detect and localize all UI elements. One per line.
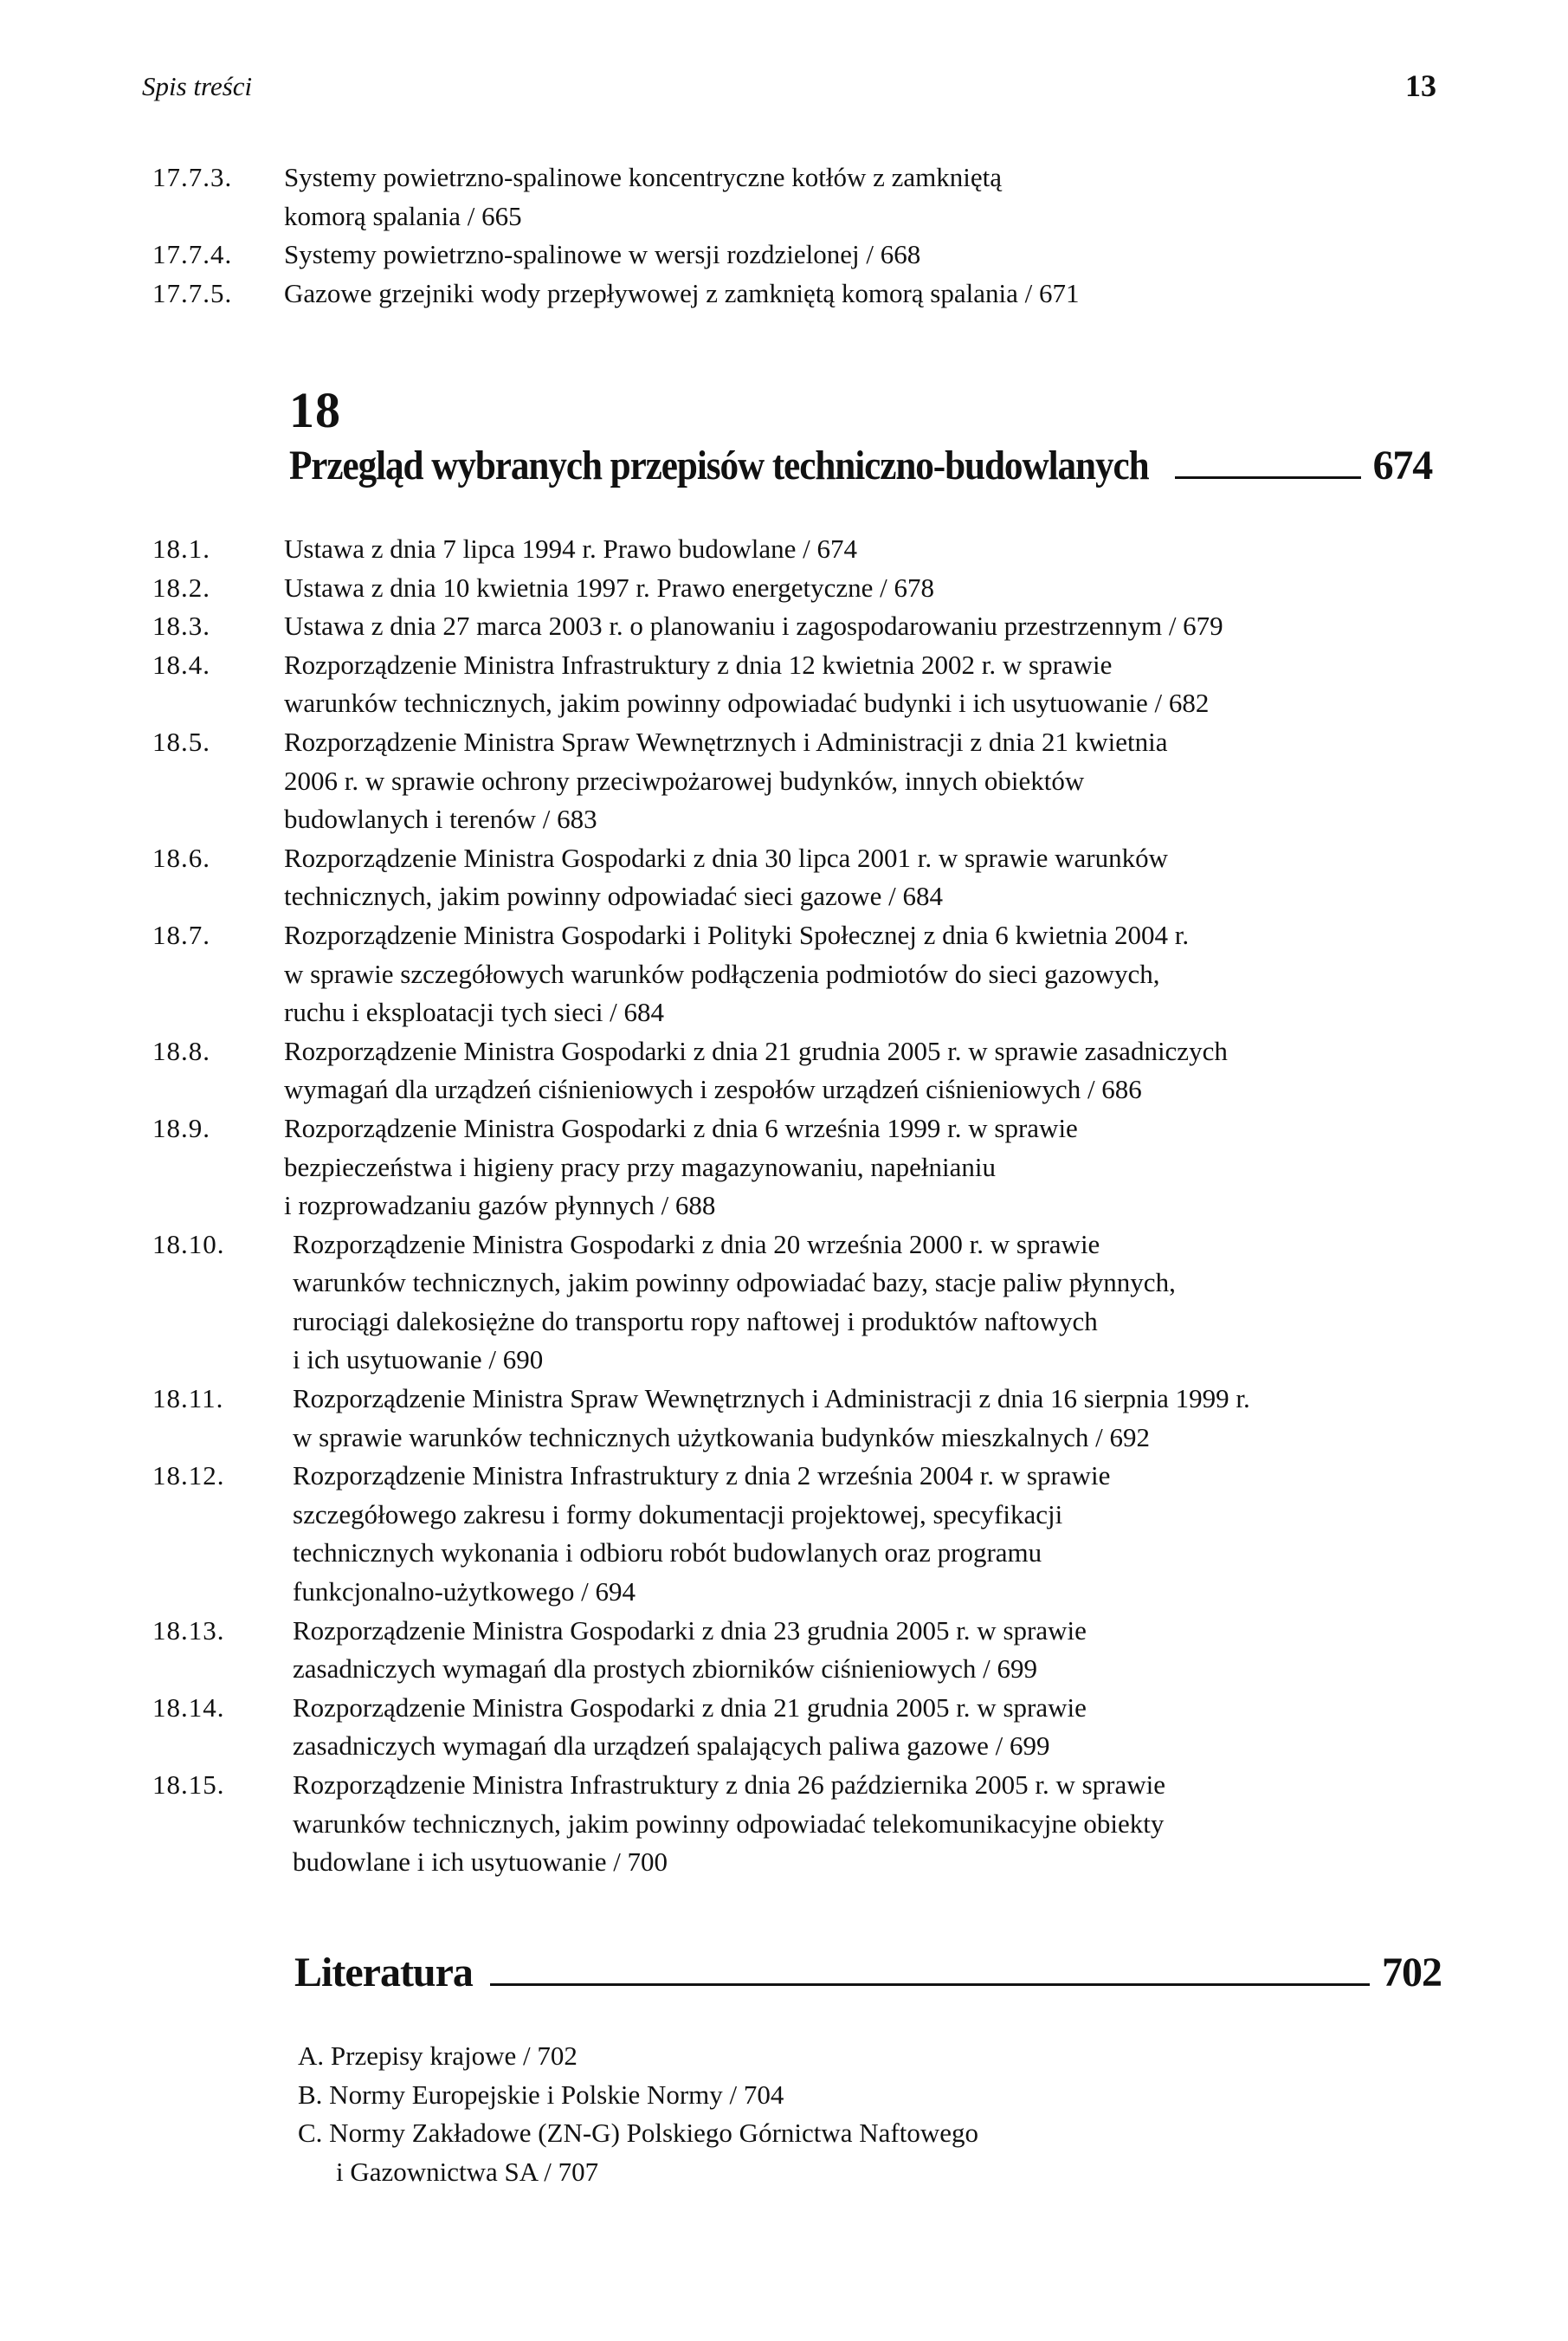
literature-item: A. Przepisy krajowe / 702 [298,2040,578,2071]
running-header-section: Spis treści [142,71,253,101]
entry-line: funkcjonalno-użytkowego / 694 [293,1576,636,1607]
toc-entry [152,1032,1442,1109]
toc-section-17 [152,158,1442,313]
entry-line: warunków technicznych, jakim powinny odpowiadać telekomunikacyjne obiekty [293,1807,1165,1839]
entry-line: 2006 r. w sprawie ochrony przeciwpożarowej budynków, innych obiektów [284,765,1085,796]
toc-entry [152,1225,1442,1380]
entry-line: Ustawa z dnia 27 marca 2003 r. o planowaniu i zagospodarowaniu przestrzennym / 679 [284,611,1223,642]
entry-line: zasadniczych wymagań dla urządzeń spalających paliwa gazowe / 699 [293,1730,1050,1762]
entry-number: 18.6. [152,842,210,873]
entry-line: i rozprowadzaniu gazów płynnych / 688 [284,1190,716,1221]
page-number: 13 [1405,68,1436,103]
toc-entry [152,569,1442,608]
toc-entry [152,158,1442,236]
entry-line: ruchu i eksploatacji tych sieci / 684 [284,997,665,1028]
entry-line: Rozporządzenie Ministra Gospodarki z dnia 21 grudnia 2005 r. w sprawie zasadniczych [284,1035,1228,1066]
toc-entry [152,1109,1442,1225]
leader-line [1175,476,1361,479]
entry-line: technicznych wykonania i odbioru robót budowlanych oraz programu [293,1537,1042,1568]
entry-line: Rozporządzenie Ministra Gospodarki z dnia 20 września 2000 r. w sprawie [293,1228,1100,1259]
toc-entry [152,607,1442,646]
entry-number: 18.9. [152,1112,210,1143]
chapter-title: Przegląd wybranych przepisów techniczno-budowlanych [289,443,1149,488]
entry-number: 18.1. [152,534,210,564]
literature-heading [294,1949,1442,1996]
entry-line: i ich usytuowanie / 690 [293,1344,544,1375]
entry-number: 18.4. [152,649,210,680]
leader-line [490,1983,1370,1986]
entry-line: bezpieczeństwa i higieny pracy przy magazynowaniu, napełnianiu [284,1151,997,1182]
entry-line: Systemy powietrzno-spalinowe w wersji rozdzielonej / 668 [284,239,921,270]
entry-line: wymagań dla urządzeń ciśnieniowych i zespołów urządzeń ciśnieniowych / 686 [284,1074,1142,1105]
entry-line: Rozporządzenie Ministra Spraw Wewnętrznych i Administracji z dnia 16 sierpnia 1999 r. [293,1383,1250,1414]
entry-line: Rozporządzenie Ministra Infrastruktury z dnia 2 września 2004 r. w sprawie [293,1460,1111,1491]
entry-number: 18.14. [152,1691,225,1723]
entry-line: Rozporządzenie Ministra Gospodarki z dnia 6 września 1999 r. w sprawie [284,1112,1078,1143]
toc-entry [152,236,1442,275]
entry-line: w sprawie szczegółowych warunków podłączenia podmiotów do sieci gazowych, [284,958,1160,989]
entry-number: 17.7.3. [152,162,233,192]
entry-line: budowlane i ich usytuowanie / 700 [293,1846,668,1878]
toc-entry [152,1766,1442,1882]
entry-number: 18.11. [152,1383,224,1414]
chapter-page: 674 [1372,443,1432,488]
entry-number: 18.10. [152,1228,225,1259]
toc-entry [152,1612,1442,1689]
toc-entry [152,530,1442,569]
toc-entry [152,839,1442,916]
toc-section-18 [152,530,1442,1882]
entry-line: w sprawie warunków technicznych użytkowania budynków mieszkalnych / 692 [293,1421,1151,1452]
entry-number: 18.8. [152,1035,210,1066]
entry-line: rurociągi dalekosiężne do transportu ropy naftowej i produktów naftowych [293,1305,1098,1336]
entry-number: 18.15. [152,1769,225,1800]
chapter-number: 18 [289,382,341,438]
literature-title: Literatura [294,1950,473,1995]
toc-entry [152,1380,1442,1457]
entry-number: 18.13. [152,1614,225,1646]
entry-line: warunków technicznych, jakim powinny odpowiadać bazy, stacje paliw płynnych, [293,1267,1176,1298]
entry-line: Rozporządzenie Ministra Gospodarki z dnia 30 lipca 2001 r. w sprawie warunków [284,842,1169,873]
literature-item: C. Normy Zakładowe (ZN-G) Polskiego Górnictwa Naftowego [298,2118,979,2149]
entry-line: zasadniczych wymagań dla prostych zbiorników ciśnieniowych / 699 [293,1653,1038,1685]
toc-entry [152,646,1442,723]
literature-item: i Gazownictwa SA / 707 [336,2156,599,2187]
entry-number: 18.2. [152,572,210,603]
entry-number: 18.3. [152,611,210,642]
entry-line: Ustawa z dnia 7 lipca 1994 r. Prawo budowlane / 674 [284,534,858,564]
entry-line: Rozporządzenie Ministra Gospodarki i Polityki Społecznej z dnia 6 kwietnia 2004 r. [284,919,1190,950]
entry-line: Ustawa z dnia 10 kwietnia 1997 r. Prawo energetyczne / 678 [284,572,934,603]
entry-number: 18.7. [152,919,210,950]
entry-line: Gazowe grzejniki wody przepływowej z zamkniętą komorą spalania / 671 [284,277,1080,308]
entry-line: Rozporządzenie Ministra Infrastruktury z dnia 12 kwietnia 2002 r. w sprawie [284,649,1113,680]
chapter-heading [289,442,1432,489]
entry-line: Rozporządzenie Ministra Gospodarki z dnia 21 grudnia 2005 r. w sprawie [293,1691,1087,1723]
entry-number: 18.12. [152,1460,225,1491]
entry-line: komorą spalania / 665 [284,200,522,231]
literature-list [298,2037,978,2191]
entry-number: 18.5. [152,726,210,757]
entry-line: szczegółowego zakresu i formy dokumentacji projektowej, specyfikacji [293,1498,1063,1529]
literature-page: 702 [1382,1950,1442,1995]
entry-number: 17.7.5. [152,277,233,308]
entry-line: Rozporządzenie Ministra Spraw Wewnętrznych i Administracji z dnia 21 kwietnia [284,726,1168,757]
entry-line: Rozporządzenie Ministra Infrastruktury z dnia 26 października 2005 r. w sprawie [293,1769,1166,1800]
toc-entry [152,723,1442,839]
entry-number: 17.7.4. [152,239,233,270]
toc-entry [152,1457,1442,1611]
entry-line: warunków technicznych, jakim powinny odpowiadać budynki i ich usytuowanie / 682 [284,688,1210,719]
entry-line: technicznych, jakim powinny odpowiadać sieci gazowe / 684 [284,881,943,912]
toc-entry [152,1689,1442,1766]
toc-entry [152,916,1442,1032]
entry-line: Rozporządzenie Ministra Gospodarki z dnia 23 grudnia 2005 r. w sprawie [293,1614,1087,1646]
entry-line: Systemy powietrzno-spalinowe koncentryczne kotłów z zamkniętą [284,162,1002,192]
literature-item: B. Normy Europejskie i Polskie Normy / 704 [298,2079,784,2110]
toc-entry [152,275,1442,314]
entry-line: budowlanych i terenów / 683 [284,804,597,835]
